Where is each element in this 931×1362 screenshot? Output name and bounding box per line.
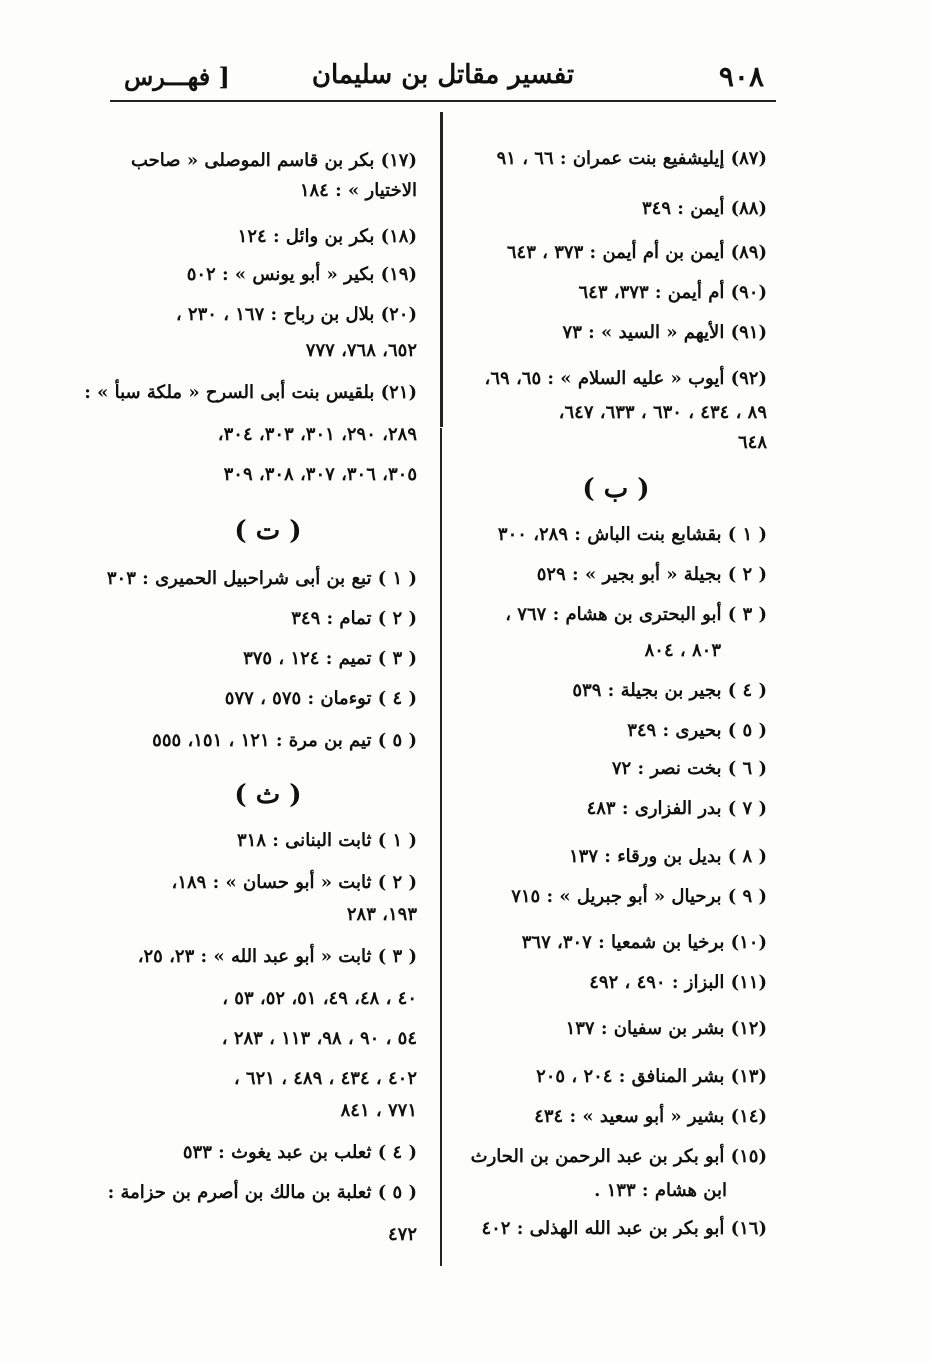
- index-entry: (١٤) بشير « أبو سعيد » : ٤٣٤: [534, 1106, 767, 1127]
- section-heading-t: ( ت ): [234, 516, 302, 546]
- index-entry: (١٠) برخيا بن شمعيا : ٣٠٧، ٣٦٧: [521, 932, 767, 953]
- index-entry-continued: ٢٨٩، ٢٩٠، ٣٠١، ٣٠٣، ٣٠٤،: [217, 424, 417, 445]
- index-entry: (٨٨) أيمن : ٣٤٩: [642, 198, 767, 219]
- index-entry: (٨٩) أيمن بن أم أيمن : ٣٧٣ ، ٦٤٣: [506, 242, 767, 263]
- index-entry-continued: ٤٠٢ ، ٤٣٤ ، ٤٨٩ ، ٦٢١ ،: [233, 1068, 417, 1089]
- index-entry: ( ١ ) ثابت البنانى : ٣١٨: [236, 830, 417, 851]
- index-entry: (١٧) بكر بن قاسم الموصلى « صاحب: [131, 150, 417, 171]
- index-entry-continued: ٤٠ ، ٤٨، ٤٩، ٥١، ٥٢، ٥٣ ،: [222, 988, 417, 1009]
- index-entry-continued: ١٩٣، ٢٨٣: [346, 904, 417, 925]
- index-entry-continued: ٨٠٣ ، ٨٠٤: [644, 640, 721, 661]
- index-entry: ( ٧ ) بدر الفزارى : ٤٨٣: [586, 798, 767, 819]
- index-entry: (١٥) أبو بكر بن عبد الرحمن بن الحارث: [470, 1146, 767, 1167]
- index-entry-continued: ٧٧١ ، ٨٤١: [340, 1100, 417, 1121]
- index-entry: (١٨) بكر بن وائل : ١٢٤: [237, 226, 417, 247]
- index-entry: (٩٢) أيوب « عليه السلام » : ٦٥، ٦٩،: [484, 368, 767, 389]
- index-entry: (١١) البزاز : ٤٩٠ ، ٤٩٢: [589, 972, 767, 993]
- index-entry: ( ٢ ) تمام : ٣٤٩: [291, 608, 417, 629]
- index-entry-continued: ٣٠٥، ٣٠٦، ٣٠٧، ٣٠٨، ٣٠٩: [223, 464, 417, 485]
- index-entry: (١٩) بكير « أبو يونس » : ٥٠٢: [186, 264, 417, 285]
- index-entry: ( ٣ ) ثابت « أبو عبد الله » : ٢٣، ٢٥،: [137, 946, 417, 967]
- index-entry: (٩٠) أم أيمن : ٣٧٣، ٦٤٣: [578, 282, 767, 303]
- index-entry: ( ٩ ) برحيال « أبو جبريل » : ٧١٥: [511, 886, 767, 907]
- index-entry: ( ٢ ) ثابت « أبو حسان » : ١٨٩،: [171, 872, 417, 893]
- index-entry: ( ٥ ) بحيرى : ٣٤٩: [627, 720, 767, 741]
- index-entry-continued: ٤٧٢: [387, 1224, 417, 1245]
- page-number: ٩٠٨: [718, 60, 764, 93]
- index-entry: ( ٢ ) بجيلة « أبو بجير » : ٥٢٩: [536, 564, 767, 585]
- index-entry-continued: ٨٩ ، ٤٣٤ ، ٦٣٠ ، ٦٣٣، ٦٤٧،: [558, 402, 767, 423]
- index-entry: ( ٣ ) تميم : ١٢٤ ، ٣٧٥: [243, 648, 417, 669]
- index-entry: ( ٣ ) أبو البحترى بن هشام : ٧٦٧ ،: [505, 604, 767, 625]
- index-entry: ( ٨ ) بديل بن ورقاء : ١٣٧: [569, 846, 767, 867]
- index-entry: (٩١) الأيهم « السيد » : ٧٣: [562, 322, 767, 343]
- index-entry: ( ٥ ) تيم بن مرة : ١٢١ ، ١٥١، ٥٥٥: [152, 730, 417, 751]
- page-header: [110, 58, 776, 102]
- index-entry: ( ١ ) تبع بن أبى شراحبيل الحميرى : ٣٠٣: [106, 568, 417, 589]
- index-entry: ( ٤ ) توءمان : ٥٧٥ ، ٥٧٧: [224, 688, 417, 709]
- index-entry: ( ٥ ) ثعلبة بن مالك بن أصرم بن حزامة :: [107, 1182, 417, 1203]
- index-entry: ( ٤ ) بجير بن بجيلة : ٥٣٩: [572, 680, 767, 701]
- index-entry: ( ٤ ) ثعلب بن عبد يغوث : ٥٣٣: [182, 1142, 417, 1163]
- index-entry: (٢٠) بلال بن رباح : ١٦٧ ، ٢٣٠ ،: [175, 304, 417, 325]
- section-heading-b: ( ب ): [582, 474, 650, 504]
- index-entry: (١٣) بشر المنافق : ٢٠٤ ، ٢٠٥: [536, 1066, 767, 1087]
- index-entry-continued: الاختيار » : ١٨٤: [299, 180, 417, 201]
- index-entry-continued: ٦٤٨: [737, 432, 767, 453]
- index-entry-continued: ابن هشام : ١٣٣ .: [594, 1180, 727, 1201]
- column-divider-top: [440, 112, 443, 427]
- index-entry: ( ٦ ) بخت نصر : ٧٢: [611, 758, 767, 779]
- index-entry-continued: ٥٤ ، ٩٠ ، ٩٨، ١١٣ ، ٢٨٣ ،: [221, 1028, 417, 1049]
- index-entry: (٨٧) إيليشفيع بنت عمران : ٦٦ ، ٩١: [496, 148, 767, 169]
- index-entry: (١٢) بشر بن سفيان : ١٣٧: [565, 1018, 767, 1039]
- index-entry: (٢١) بلقيس بنت أبى السرح « ملكة سبأ » :: [84, 382, 417, 403]
- column-divider-bottom: [440, 428, 442, 1266]
- index-entry-continued: ٦٥٢، ٧٦٨، ٧٧٧: [305, 340, 417, 361]
- index-entry: ( ١ ) بقشابع بنت الباش : ٢٨٩، ٣٠٠: [497, 524, 767, 545]
- book-title: تفسير مقاتل بن سليمان: [311, 60, 575, 90]
- index-entry: (١٦) أبو بكر بن عبد الله الهذلى : ٤٠٢: [481, 1218, 767, 1239]
- section-label: [ فهـــرس: [124, 62, 230, 91]
- section-heading-th: ( ث ): [234, 780, 302, 810]
